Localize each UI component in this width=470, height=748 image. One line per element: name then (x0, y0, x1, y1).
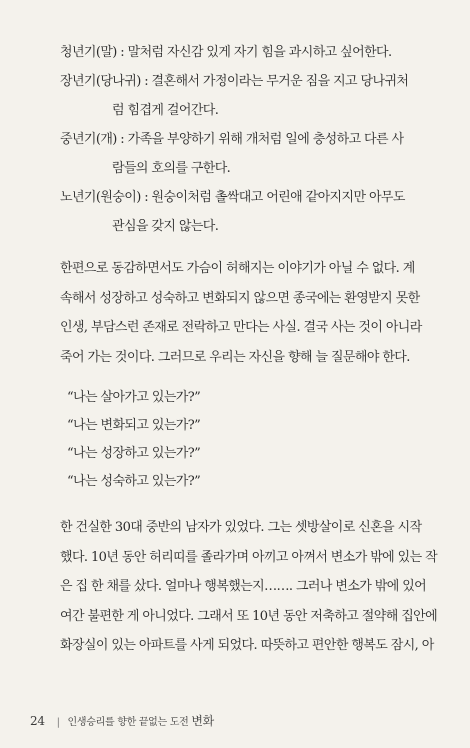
life-stages-list (60, 38, 440, 241)
paragraph-line: 한 건실한 30대 중반의 남자가 있었다. 그는 셋방살이로 신혼을 시작 (60, 520, 422, 535)
paragraph-line: 속해서 성장하고 성숙하고 변화되지 않으면 종국에는 환영받지 못한 (60, 290, 420, 306)
stage-line: 청년기(말) : 말처럼 자신감 있게 자기 힘을 과시하고 싶어한다. (60, 45, 392, 60)
self-questions-list (67, 384, 427, 496)
paragraph-line: 인생, 부담스런 존재로 전락하고 만다는 사실. 결국 사는 것이 아니라 (60, 320, 422, 335)
paragraph-line: 여간 불편한 게 아니었다. 그래서 또 10년 동안 저축하고 절약해 집안에 (60, 608, 438, 624)
question-item: “나는 변화되고 있는가?” (67, 418, 201, 433)
question-item: “나는 성장하고 있는가?” (67, 446, 201, 461)
book-title-emphasis: 변화 (191, 714, 214, 728)
stage-line: 중년기(개) : 가족을 부양하기 위해 개처럼 일에 충성하고 다른 사 (60, 132, 404, 147)
paragraph-story (60, 513, 436, 661)
stage-middle-age (60, 125, 440, 183)
paragraph-reflection (60, 254, 436, 372)
paragraph-line: 했다. 10년 동안 허리띠를 졸라가며 아끼고 아껴서 변소가 밖에 있는 작 (60, 549, 438, 565)
paragraph-line: 죽어 가는 것이다. 그러므로 우리는 자신을 향해 늘 질문해야 한다. (60, 349, 410, 365)
book-title: 인생승리를 향한 끝없는 도전 (67, 717, 189, 728)
paragraph-line: 화장실이 있는 아파트를 사게 되었다. 따뜻하고 편안한 행복도 잠시, 아 (60, 638, 434, 653)
question-item: “나는 살아가고 있는가?” (67, 390, 201, 405)
question-item: “나는 성숙하고 있는가?” (67, 474, 201, 489)
paragraph-line: 한편으로 동감하면서도 가슴이 허해지는 이야기가 아닐 수 없다. 계 (60, 261, 415, 276)
stage-old-age (60, 183, 440, 241)
stage-line-continuation: 람들의 호의를 구한다. (112, 161, 231, 176)
stage-line-continuation: 관심을 갖지 않는다. (112, 219, 219, 234)
stage-adulthood (60, 67, 440, 125)
stage-line-continuation: 럼 힘겹게 걸어간다. (112, 103, 219, 118)
page-number: 24 (30, 714, 45, 728)
stage-youth (60, 38, 440, 67)
paragraph-line: 은 집 한 채를 샀다. 얼마나 행복했는지……. 그러나 변소가 밖에 있어 (60, 579, 427, 594)
page-footer (30, 712, 214, 729)
footer-separator: | (56, 717, 60, 728)
stage-line: 장년기(당나귀) : 결혼해서 가정이라는 무거운 짐을 지고 당나귀처 (60, 74, 409, 89)
stage-line: 노년기(원숭이) : 원숭이처럼 촐싹대고 어린애 같아지지만 아무도 (60, 190, 405, 205)
